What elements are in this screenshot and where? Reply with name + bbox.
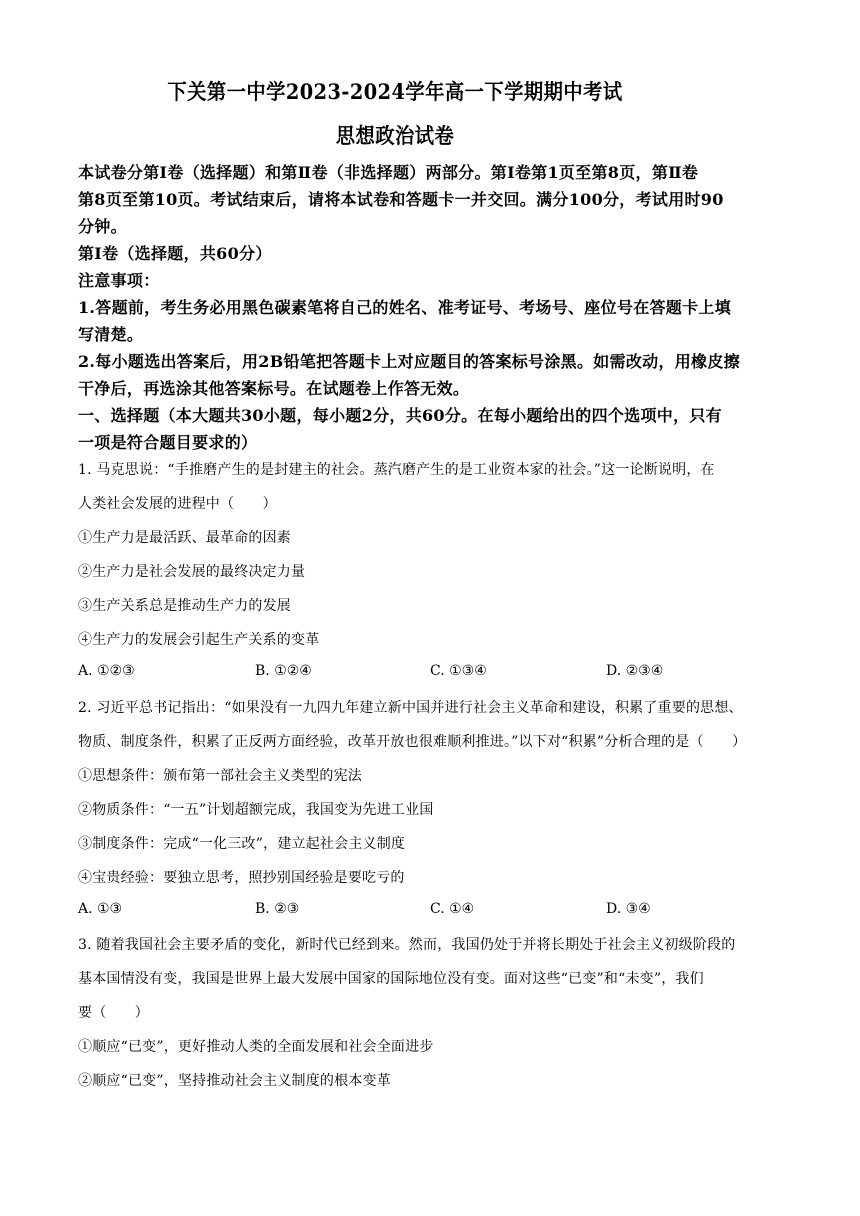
answer-option-a: A. ①③ xyxy=(78,901,123,917)
intro-line: 第8页至第10页。考试结束后，请将本试卷和答题卡一并交回。满分100分，考试用时90 xyxy=(78,190,724,209)
question-stem: 1. 马克思说：“手推磨产生的是封建主的社会。蒸汽磨产生的是工业资本家的社会。”这一论断说明，在 xyxy=(78,462,715,478)
question-stem: 人类社会发展的进程中（ ） xyxy=(78,496,277,512)
exam-subject: 思想政治试卷 xyxy=(335,123,455,148)
statement-item: ①顺应“已变”，更好推动人类的全面发展和社会全面进步 xyxy=(78,1039,434,1055)
answer-option-a: A. ①②③ xyxy=(78,663,135,679)
statement-item: ①思想条件：颁布第一部社会主义类型的宪法 xyxy=(78,768,362,784)
statement-item: ①生产力是最活跃、最革命的因素 xyxy=(78,530,291,546)
statement-item: ②物质条件：“一五”计划超额完成，我国变为先进工业国 xyxy=(78,802,434,818)
section-heading: 一、选择题（本大题共30小题，每小题2分，共60分。在每小题给出的四个选项中，只有 xyxy=(78,406,722,425)
notice-item: 2.每小题选出答案后，用2B铅笔把答题卡上对应题目的答案标号涂黑。如需改动，用橡皮擦 xyxy=(78,352,740,371)
question-stem: 基本国情没有变，我国是世界上最大发展中国家的国际地位没有变。面对这些“已变”和“未变”，我们 xyxy=(78,971,704,987)
intro-line: 本试卷分第Ⅰ卷（选择题）和第Ⅱ卷（非选择题）两部分。第Ⅰ卷第1页至第8页，第Ⅱ卷 xyxy=(78,163,699,182)
notice-item: 写清楚。 xyxy=(78,325,144,344)
statement-item: ②顺应“已变”，坚持推动社会主义制度的根本变革 xyxy=(78,1073,391,1089)
statement-item: ③制度条件：完成“一化三改”，建立起社会主义制度 xyxy=(78,836,406,852)
notice-item: 1.答题前，考生务必用黑色碳素笔将自己的姓名、准考证号、考场号、座位号在答题卡上填 xyxy=(78,298,732,317)
notice-heading: 注意事项： xyxy=(78,271,160,290)
exam-title: 下关第一中学2023-2024学年高一下学期期中考试 xyxy=(167,79,623,104)
part-heading: 第Ⅰ卷（选择题，共60分） xyxy=(78,244,272,263)
statement-item: ④生产力的发展会引起生产关系的变革 xyxy=(78,632,320,648)
answer-option-d: D. ③④ xyxy=(606,901,651,917)
notice-item: 干净后，再选涂其他答案标号。在试题卷上作答无效。 xyxy=(78,379,470,398)
statement-item: ③生产关系总是推动生产力的发展 xyxy=(78,598,291,614)
section-heading: 一项是符合题目要求的） xyxy=(78,433,258,452)
statement-item: ②生产力是社会发展的最终决定力量 xyxy=(78,564,306,580)
answer-option-b: B. ①②④ xyxy=(255,663,312,679)
question-stem: 要（ ） xyxy=(78,1005,149,1021)
intro-line: 分钟。 xyxy=(78,217,127,236)
answer-option-b: B. ②③ xyxy=(255,901,300,917)
question-stem: 3. 随着我国社会主要矛盾的变化，新时代已经到来。然而，我国仍处于并将长期处于社会主义初级阶段的 xyxy=(78,937,736,953)
answer-option-c: C. ①③④ xyxy=(430,663,487,679)
answer-option-d: D. ②③④ xyxy=(606,663,664,679)
question-stem: 2. 习近平总书记指出：“如果没有一九四九年建立新中国并进行社会主义革命和建设，积累了重要的思想、 xyxy=(78,700,743,716)
statement-item: ④宝贵经验：要独立思考，照抄别国经验是要吃亏的 xyxy=(78,870,405,886)
answer-option-c: C. ①④ xyxy=(430,901,475,917)
question-stem: 物质、制度条件，积累了正反两方面经验，改革开放也很难顺利推进。”以下对“积累”分析合理的是（ ） xyxy=(78,734,747,750)
